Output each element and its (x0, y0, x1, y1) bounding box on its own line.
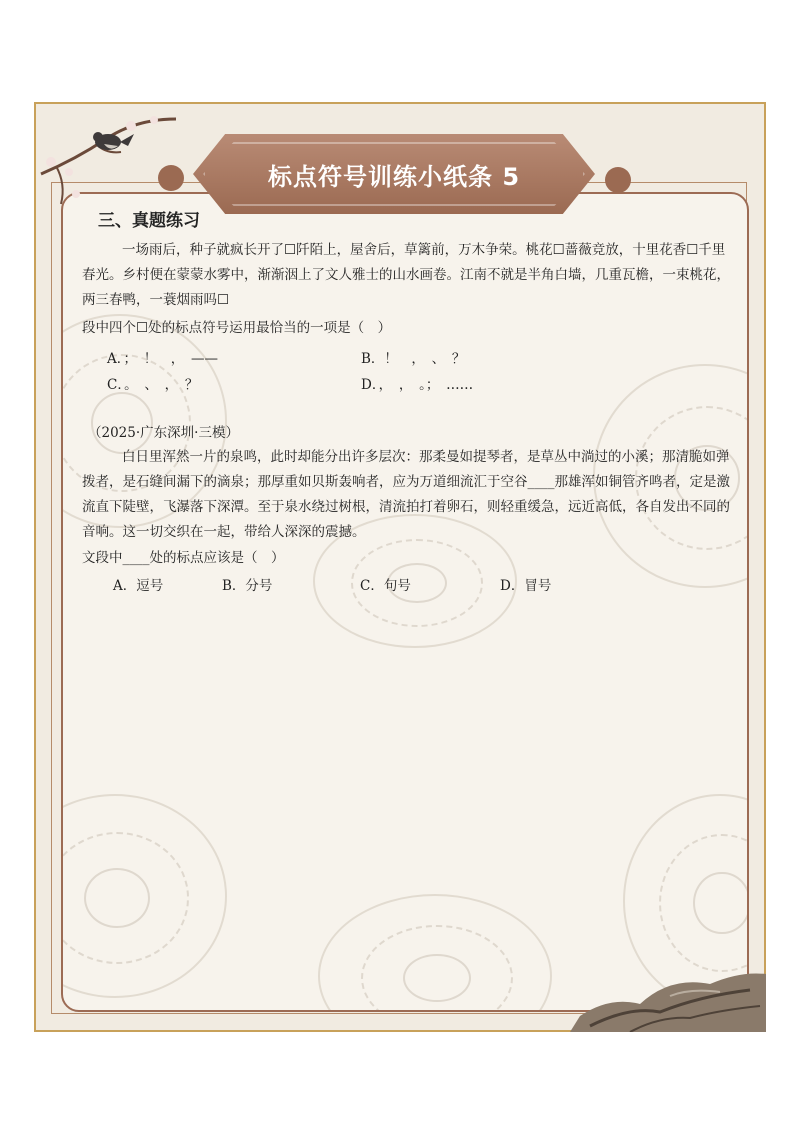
question1-option-b[interactable]: B．！ ， 、 ？ (361, 351, 466, 367)
question1-passage: 一场雨后，种子就疯长开了☐阡陌上，屋舍后，草篱前，万木争荣。桃花☐蔷薇竞放，十里花香☐千里春光。乡村便在蒙蒙水雾中，渐渐洇上了文人雅士的山水画卷。江南不就是半角白墙，几重瓦檐，一束桃花，两三春鸭，一蓑烟雨吗☐ (82, 242, 730, 308)
question2-option-c[interactable]: C．句号 (360, 578, 411, 594)
question1-option-a[interactable]: A．； ！ ， —— (107, 351, 218, 367)
question1-option-d[interactable]: D．， ， 。； …… (361, 377, 474, 393)
page-title: 标点符号训练小纸条 5 (267, 162, 521, 191)
question1-option-c[interactable]: C．。 、 ， ？ (107, 377, 199, 393)
section-title: 三、真题练习 (98, 211, 200, 231)
banner-right-dot (605, 167, 631, 193)
paper-card (61, 192, 749, 1012)
question2-option-b[interactable]: B．分号 (222, 578, 273, 594)
decorative-pattern (318, 894, 552, 1012)
rock-decoration-icon (570, 966, 766, 1032)
banner-left-dot (158, 165, 184, 191)
question1-stem: 段中四个☐处的标点符号运用最恰当的一项是（ ） (82, 320, 392, 336)
question2-stem: 文段中____处的标点应该是（ ） (82, 550, 285, 566)
question2-source: （2025·广东深圳·三模） (88, 425, 239, 441)
decorative-pattern (61, 794, 227, 998)
question2-passage: 白日里浑然一片的泉鸣，此时却能分出许多层次：那柔曼如提琴者，是草丛中淌过的小溪；那清脆如弹拨者，是石缝间漏下的滴泉；那厚重如贝斯轰响者，应为万道细流汇于空谷____那雄浑如铜管齐鸣者，定是激流直下陡壁，飞瀑落下深潭。至于泉水绕过树根，清流拍打着卵石，则轻重缓急，远近高低，各自发出不同的音响。这一切交织在一起，带给人深深的震撼。 (82, 449, 730, 540)
question2-option-a[interactable]: A．逗号 (113, 578, 164, 594)
question2-option-d[interactable]: D．冒号 (500, 578, 552, 594)
